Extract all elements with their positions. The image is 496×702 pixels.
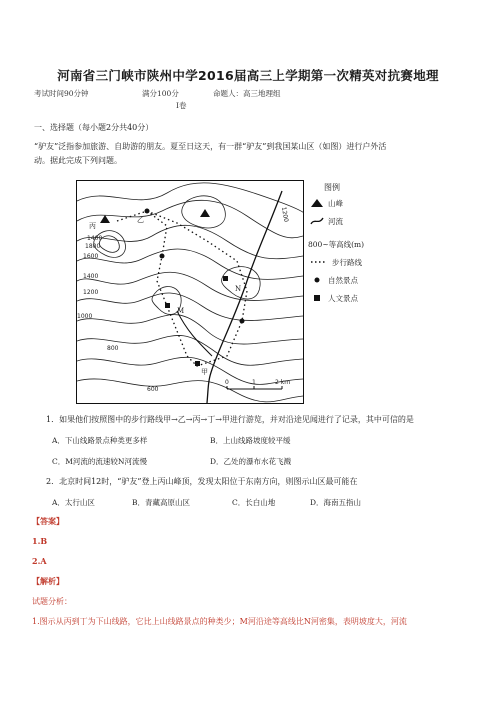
question-1: 1．如果他们按照图中的步行路线甲→乙→丙→丁→甲进行游览，并对沿途见闻进行了记录，其中可信的是 — [46, 415, 414, 424]
cultural-spot-marker — [223, 276, 228, 281]
contour-label: 800 — [107, 345, 119, 352]
question-2-option: C．长白山地 — [232, 498, 276, 507]
answer-label: 【答案】 — [32, 516, 64, 526]
dotted-route-icon — [310, 257, 328, 267]
peak-triangle-icon — [310, 198, 324, 208]
question-1-option: D．乙处的瀑布水花飞溅 — [210, 457, 292, 466]
scale-bar — [227, 386, 282, 389]
map-legend — [310, 182, 390, 312]
answer-item: 2.A — [32, 556, 47, 566]
natural-spot-marker — [145, 209, 150, 214]
contour-lines — [77, 183, 303, 402]
page-title: 河南省三门峡市陕州中学2016届高三上学期第一次精英对抗赛地理 — [57, 68, 439, 83]
natural-spot-marker — [240, 319, 245, 324]
contour-label: 600 — [147, 386, 159, 393]
intro-line-2: 动。据此完成下列问题。 — [34, 156, 122, 165]
contour-label: 1400 — [83, 273, 99, 280]
natural-spot-icon — [310, 275, 324, 285]
intro-line-1: “驴友”泛指参加旅游、自助游的朋友。夏至日这天，有一群“驴友”到我国某山区（如图）进行户外活 — [34, 142, 387, 151]
answer-item: 1.B — [32, 536, 48, 546]
analysis-sub: 试题分析： — [32, 597, 72, 606]
volume-label: Ⅰ卷 — [176, 101, 187, 110]
point-label-n: N — [235, 285, 242, 293]
river-main — [207, 191, 282, 403]
scale-label: 0 — [225, 379, 229, 386]
point-label-m: M — [177, 307, 185, 315]
scale-label: 2 km — [275, 379, 291, 386]
contour-label: 1600 — [83, 253, 99, 260]
question-2: 2．北京时间12时，“驴友”登上丙山峰顶，发现太阳位于东南方向，则图示山区最可能在 — [46, 477, 358, 486]
cultural-spot-marker — [195, 361, 200, 366]
river-tributary — [177, 311, 212, 356]
legend-item: 河流 — [310, 215, 343, 227]
point-label-bing: 丙 — [89, 222, 96, 230]
legend-item: 人文景点 — [310, 292, 358, 304]
question-2-option: A．太行山区 — [52, 498, 95, 507]
analysis-text: 1.图示从丙到丁为下山线路，它比上山线路景点的种类少；M河沿途等高线比N河密集，表明坡度大，河流 — [32, 617, 407, 626]
legend-item: 自然景点 — [310, 274, 358, 286]
contour-label: 1200 — [279, 206, 290, 223]
legend-item: 800~等高线(m) — [308, 239, 365, 249]
peak-marker — [100, 215, 110, 223]
contour-label: 1200 — [83, 289, 99, 296]
natural-spot-marker — [160, 254, 165, 259]
point-label-jia: 甲 — [201, 368, 208, 376]
river-icon — [310, 216, 324, 226]
legend-title: 图例 — [324, 183, 340, 192]
analysis-label: 【解析】 — [32, 576, 64, 586]
cultural-spot-icon — [310, 293, 324, 303]
author: 命题人：高三地理组 — [213, 89, 281, 98]
question-1-option: A．下山线路景点种类更多样 — [52, 436, 148, 445]
legend-item: 步行路线 — [310, 256, 362, 268]
peak-marker — [200, 209, 210, 217]
contour-map-svg — [77, 181, 303, 403]
section-heading: 一、选择题（每小题2分共40分） — [34, 123, 154, 132]
question-1-option: C．M河流的流速较N河流慢 — [52, 457, 147, 466]
walking-route — [117, 211, 247, 366]
legend-item: 山峰 — [310, 197, 343, 209]
contour-label: 1800 — [85, 243, 101, 250]
question-1-option: B．上山线路坡度较平缓 — [210, 436, 291, 445]
question-2-option: B．青藏高原山区 — [132, 498, 191, 507]
question-2-option: D．海南五指山 — [310, 498, 362, 507]
full-score: 满分100分 — [142, 89, 179, 98]
point-label-yi: 乙 — [137, 216, 144, 224]
cultural-spot-marker — [165, 303, 170, 308]
exam-time: 考试时间90分钟 — [34, 89, 89, 98]
topographic-map — [76, 180, 304, 404]
contour-label: 1000 — [77, 313, 93, 320]
contour-label: 1400 — [87, 235, 103, 242]
scale-label: 1 — [252, 379, 256, 386]
